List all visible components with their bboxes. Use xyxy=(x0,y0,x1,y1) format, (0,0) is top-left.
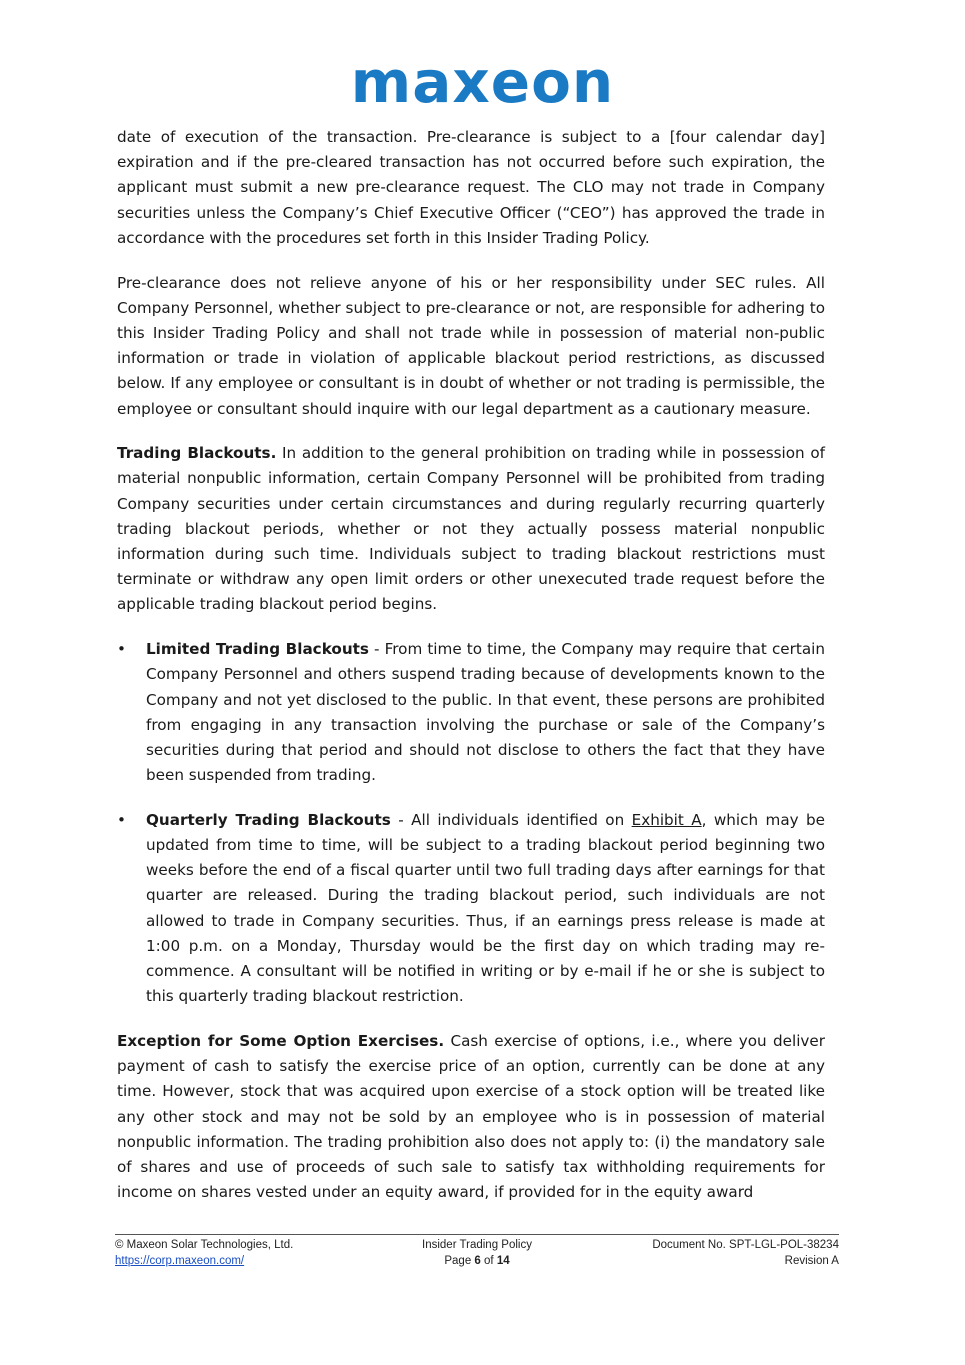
trading-blackouts-text: In addition to the general prohibition on trading while in possession of material nonpublic information, certain Company Personnel will be prohibited from trading Company securities under certain circumstances and during regularly recurring quarterly trading blackout periods, whether or not they actually possess material nonpublic information during such time. Individuals subject to trading blackout restrictions must terminate or withdraw any open limit orders or other unexecuted trade request before the applicable trading blackout period begins. xyxy=(117,444,825,614)
footer-revision: Revision A xyxy=(784,1255,839,1267)
limited-blackouts-text: - From time to time, the Company may require that certain Company Personnel and others suspend trading because of developments known to the Company and not yet disclosed to the public. In that event, these persons are prohibited from engaging in any transaction involving the purchase or sale of the Company’s securities during that period and should not disclose to others the fact that they have been suspended from trading. xyxy=(146,640,825,785)
blackout-types-list xyxy=(117,637,825,1009)
quarterly-blackouts-lead: - All individuals identified on xyxy=(390,810,632,829)
heading-option-exercises: Exception for Some Option Exercises. xyxy=(117,1032,445,1050)
footer-copyright: © Maxeon Solar Technologies, Ltd. xyxy=(115,1239,294,1251)
paragraph-pre-clearance-expiration: date of execution of the transaction. Pre-clearance is subject to a [four calendar day] expiration and if the pre-cleared transaction has not occurred before such expiration, the applicant must submit a new pre-clearance request. The CLO may not trade in Company securities unless the Company’s Chief Executive Officer (“CEO”) has approved the trade in accordance with the procedures set forth in this Insider Trading Policy. xyxy=(117,128,825,247)
list-item-quarterly-blackouts xyxy=(117,808,825,1010)
bullet-icon: • xyxy=(117,810,126,829)
heading-quarterly-blackouts: Quarterly Trading Blackouts xyxy=(146,810,391,829)
quarterly-blackouts-text: , which may be updated from time to time, will be subject to a trading blackout period beginning two weeks before the end of a fiscal quarter until two full trading days after earnings for that quarter are released. During the trading blackout period, such individuals are not allowed to trade in Company securities. Thus, if an earnings press release is made at 1:00 p.m. on a Monday, Thursday would be the first day on which trading may re-commence. A consultant will be notified in writing or by e-mail if he or she is subject to this quarterly trading blackout restriction. xyxy=(146,810,825,1006)
footer-document-number: Document No. SPT-LGL-POL-38234 xyxy=(652,1239,839,1251)
exhibit-a-link[interactable]: Exhibit A xyxy=(631,810,702,829)
page-current: 6 xyxy=(474,1255,481,1267)
document-body xyxy=(117,125,825,1225)
page-of: of xyxy=(480,1255,497,1267)
paragraph-pre-clearance-responsibility: Pre-clearance does not relieve anyone of his or her responsibility under SEC rules. All Company Personnel, whether subject to pre-clearance or not, are responsible for adhering to this Insider Trading Policy and shall not trade while in possession of material non-public information or trade in violation of applicable blackout period restrictions, as discussed below. If any employee or consultant is in doubt of whether or not trading is permissible, the employee or consultant should inquire with our legal department as a cautionary measure. xyxy=(117,273,825,418)
bullet-icon: • xyxy=(117,640,126,659)
list-item-limited-blackouts xyxy=(117,637,825,788)
option-exercises-text: Cash exercise of options, i.e., where you deliver payment of cash to satisfy the exercise price of an option, currently can be done at any time. However, stock that was acquired upon exercise of a stock option will be treated like any other stock and may not be sold by an employee who is in possession of material nonpublic information. The trading prohibition also does not apply to: (i) the mandatory sale of shares and use of proceeds of such sale to satisfy tax withholding requirements for income on shares vested under an equity award, if provided for in the equity award xyxy=(117,1032,825,1202)
footer-website-link[interactable]: https://corp.maxeon.com/ xyxy=(115,1255,245,1267)
heading-trading-blackouts: Trading Blackouts. xyxy=(117,444,277,463)
page-footer xyxy=(115,1234,839,1269)
footer-policy-title: Insider Trading Policy xyxy=(422,1239,532,1251)
footer-page-number xyxy=(356,1253,597,1269)
paragraph-trading-blackouts xyxy=(117,441,825,617)
maxeon-logo: maxeon xyxy=(350,48,615,116)
heading-limited-blackouts: Limited Trading Blackouts xyxy=(146,640,369,659)
page-prefix: Page xyxy=(444,1255,475,1267)
paragraph-option-exercises xyxy=(117,1029,825,1205)
page-total: 14 xyxy=(496,1255,510,1267)
